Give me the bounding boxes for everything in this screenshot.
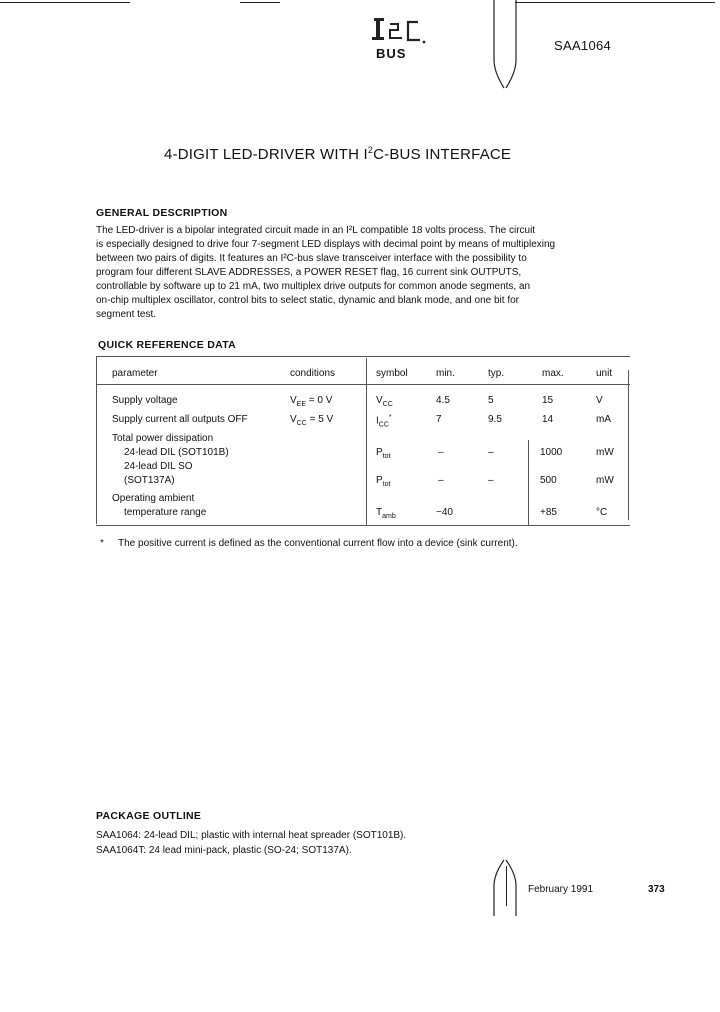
row-supply-current-symbol: $I_{CC}^*$ (376, 414, 392, 429)
row-temperature-unit: °C (596, 507, 608, 518)
table-max-rule (528, 440, 529, 526)
table-right-rule (628, 370, 629, 520)
row-supply-voltage-min: 4.5 (436, 395, 450, 406)
footnote-marker: * (100, 538, 104, 549)
row-supply-current-conditions: $V_{CC} = 5$ V (290, 414, 334, 427)
col-header-typ: typ. (488, 368, 505, 379)
row-power-so-typ: – (488, 475, 494, 486)
row-power-dil-label: 24-lead DIL (SOT101B) (124, 447, 229, 458)
table-left-rule (96, 356, 97, 524)
row-temperature-symbol: $T_{amb}$ (376, 507, 396, 520)
row-supply-voltage-typ: 5 (488, 395, 494, 406)
row-temperature-label-2: temperature range (124, 507, 207, 518)
paragraph-line: is especially designed to drive four 7-segment LED displays with decimal point by means of multiplexing (96, 239, 556, 250)
row-power-dil-symbol: $P_{tot}$ (376, 447, 391, 460)
row-supply-voltage-unit: V (596, 395, 603, 406)
col-header-min: min. (436, 368, 455, 379)
row-supply-voltage-conditions: $V_{EE} = 0$ V (290, 395, 333, 408)
footer-date: February 1991 (528, 884, 594, 895)
row-power-dil-unit: mW (596, 447, 614, 458)
row-supply-current-min: 7 (436, 414, 442, 425)
package-outline-heading: PACKAGE OUTLINE (96, 810, 202, 822)
row-power-so-label: 24-lead DIL SO (124, 461, 193, 472)
row-supply-current-typ: 9.5 (488, 414, 502, 425)
package-line-saa1064: SAA1064: 24-lead DIL; plastic with internal heat spreader (SOT101B). (96, 830, 407, 841)
package-line-saa1064t: SAA1064T: 24 lead mini-pack, plastic (SO-24; SOT137A). (96, 845, 352, 856)
col-header-unit: unit (596, 368, 613, 379)
table-top-rule (96, 356, 630, 357)
quick-reference-heading: QUICK REFERENCE DATA (98, 339, 237, 351)
row-power-dil-max: 1000 (540, 447, 563, 458)
footer-page-number: 373 (648, 884, 665, 895)
row-supply-current-parameter: Supply current all outputs OFF (112, 414, 248, 425)
col-header-conditions: conditions (290, 368, 336, 379)
row-power-dil-min: – (438, 447, 444, 458)
paragraph-line: between two pairs of digits. It features an I²C-bus slave transceiver interface with the possibility to (96, 253, 527, 264)
table-bottom-rule (96, 525, 630, 526)
row-supply-current-unit: mA (596, 414, 611, 425)
page-title: 4-DIGIT LED-DRIVER WITH $I^2C$-BUS INTERFACE (164, 145, 512, 163)
row-power-so-max: 500 (540, 475, 557, 486)
col-header-max: max. (542, 368, 564, 379)
paragraph-line: The LED-driver is a bipolar integrated circuit made in an I²L compatible 18 volts process. The circuit (96, 225, 536, 236)
row-temperature-label: Operating ambient (112, 493, 195, 504)
paragraph-line: program four different SLAVE ADDRESSES, a POWER RESET flag, 16 current sink OUTPUTS, (96, 267, 522, 278)
col-header-symbol: symbol (376, 368, 408, 379)
paragraph-line: segment test. (96, 309, 157, 320)
row-power-so-unit: mW (596, 475, 614, 486)
row-supply-voltage-max: 15 (542, 395, 554, 406)
footer-left-rule (506, 866, 507, 906)
row-supply-voltage-symbol: $V_{CC}$ (376, 395, 393, 408)
part-number: SAA1064 (554, 38, 612, 53)
row-temperature-min: −40 (436, 507, 453, 518)
row-power-so-min: – (438, 475, 444, 486)
row-temperature-max: +85 (540, 507, 557, 518)
row-power-so-package: (SOT137A) (124, 475, 175, 486)
general-description-heading: GENERAL DESCRIPTION (96, 207, 228, 219)
footnote-text: The positive current is defined as the conventional current flow into a device (sink current). (118, 538, 518, 549)
header-divider (96, 384, 630, 385)
paragraph-line: controllable by software up to 21 mA, two multiplex drive outputs for common anode segments, an (96, 281, 531, 292)
paragraph-line: on-chip multiplex oscillator, control bits to select static, dynamic and blank mode, and one bit for (96, 295, 519, 306)
col-header-parameter: parameter (112, 368, 158, 379)
row-power-so-symbol: $P_{tot}$ (376, 475, 391, 488)
row-supply-voltage-parameter: Supply voltage (112, 395, 178, 406)
row-supply-current-max: 14 (542, 414, 554, 425)
row-power-dil-typ: – (488, 447, 494, 458)
bus-logo-text: BUS (376, 46, 407, 61)
row-power-dissipation-label: Total power dissipation (112, 433, 214, 444)
